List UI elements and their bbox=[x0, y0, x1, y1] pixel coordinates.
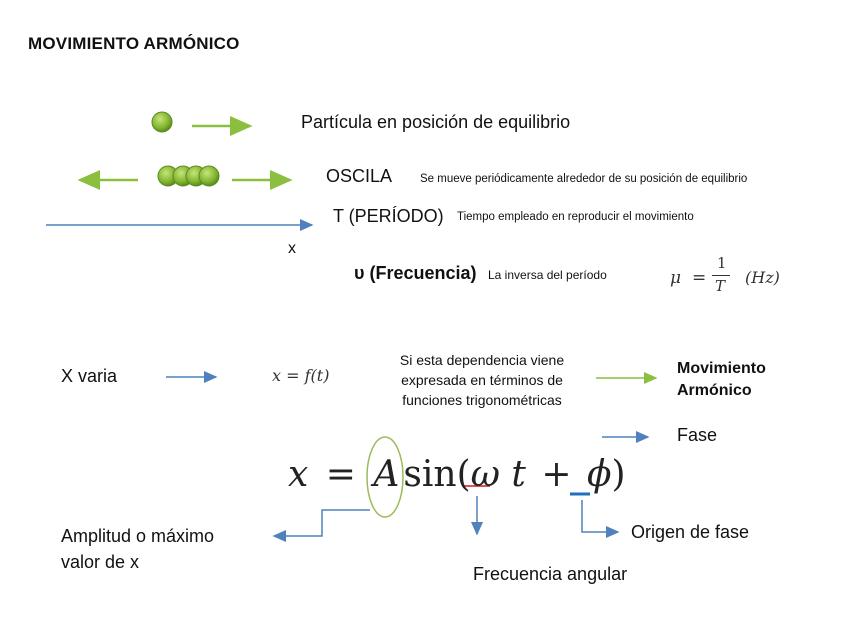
amplitude-line-1: Amplitud o máximo bbox=[61, 526, 215, 546]
amplitude-connector bbox=[274, 510, 370, 536]
period-label: T (PERÍODO) bbox=[333, 206, 444, 226]
frequency-description: La inversa del período bbox=[488, 268, 607, 282]
x-varia-label: X varia bbox=[61, 366, 118, 386]
harmonic-equation bbox=[288, 454, 626, 495]
frequency-label bbox=[354, 263, 477, 284]
phase-label: Fase bbox=[677, 425, 718, 445]
eq-plus: + bbox=[541, 454, 572, 495]
formula-numerator: 1 bbox=[717, 254, 727, 272]
formula-unit: (Hz) bbox=[745, 268, 780, 287]
eq-sin: sin( bbox=[403, 454, 471, 495]
phase-origin-connector bbox=[582, 500, 618, 532]
amplitude-line-2: valor de x bbox=[61, 552, 140, 572]
eq-t: t bbox=[511, 454, 526, 495]
axis-x-label: x bbox=[288, 240, 296, 257]
phase-origin-annotation: Origen de fase bbox=[631, 522, 750, 542]
eq-close-paren: ) bbox=[611, 454, 626, 495]
particle-ball bbox=[152, 112, 172, 132]
oscila-label: OSCILA bbox=[326, 166, 393, 186]
formula-mu: μ bbox=[670, 268, 682, 288]
eq-phi: ϕ bbox=[586, 454, 612, 495]
eq-omega: ω bbox=[470, 454, 500, 495]
result-line-2: Armónico bbox=[677, 382, 752, 399]
oscila-description: Se mueve periódicamente alrededor de su posición de equilibrio bbox=[420, 173, 748, 185]
formula-equals: = bbox=[692, 268, 707, 288]
result-line-1: Movimiento bbox=[677, 360, 766, 377]
amplitude-annotation bbox=[61, 523, 214, 575]
harmonic-motion-result bbox=[677, 358, 766, 402]
frequency-word: (Frecuencia) bbox=[369, 263, 477, 283]
page-title: MOVIMIENTO ARMÓNICO bbox=[28, 34, 240, 53]
formula-denominator: T bbox=[715, 277, 726, 295]
frequency-symbol: υ bbox=[354, 263, 365, 283]
angular-frequency-annotation: Frecuencia angular bbox=[473, 564, 628, 584]
x-function-formula: x = f(t) bbox=[272, 366, 330, 385]
period-description: Tiempo empleado en reproducir el movimiento bbox=[457, 211, 694, 223]
oscillating-ball bbox=[199, 166, 219, 186]
eq-amplitude: A bbox=[373, 454, 400, 495]
eq-x: x bbox=[288, 454, 309, 495]
fraction-bar bbox=[712, 275, 730, 276]
eq-equals: = bbox=[325, 454, 356, 495]
trig-condition-text: Si esta dependencia viene expresada en términos de funciones trigonométricas bbox=[399, 352, 565, 408]
equilibrium-label: Partícula en posición de equilibrio bbox=[301, 112, 571, 132]
